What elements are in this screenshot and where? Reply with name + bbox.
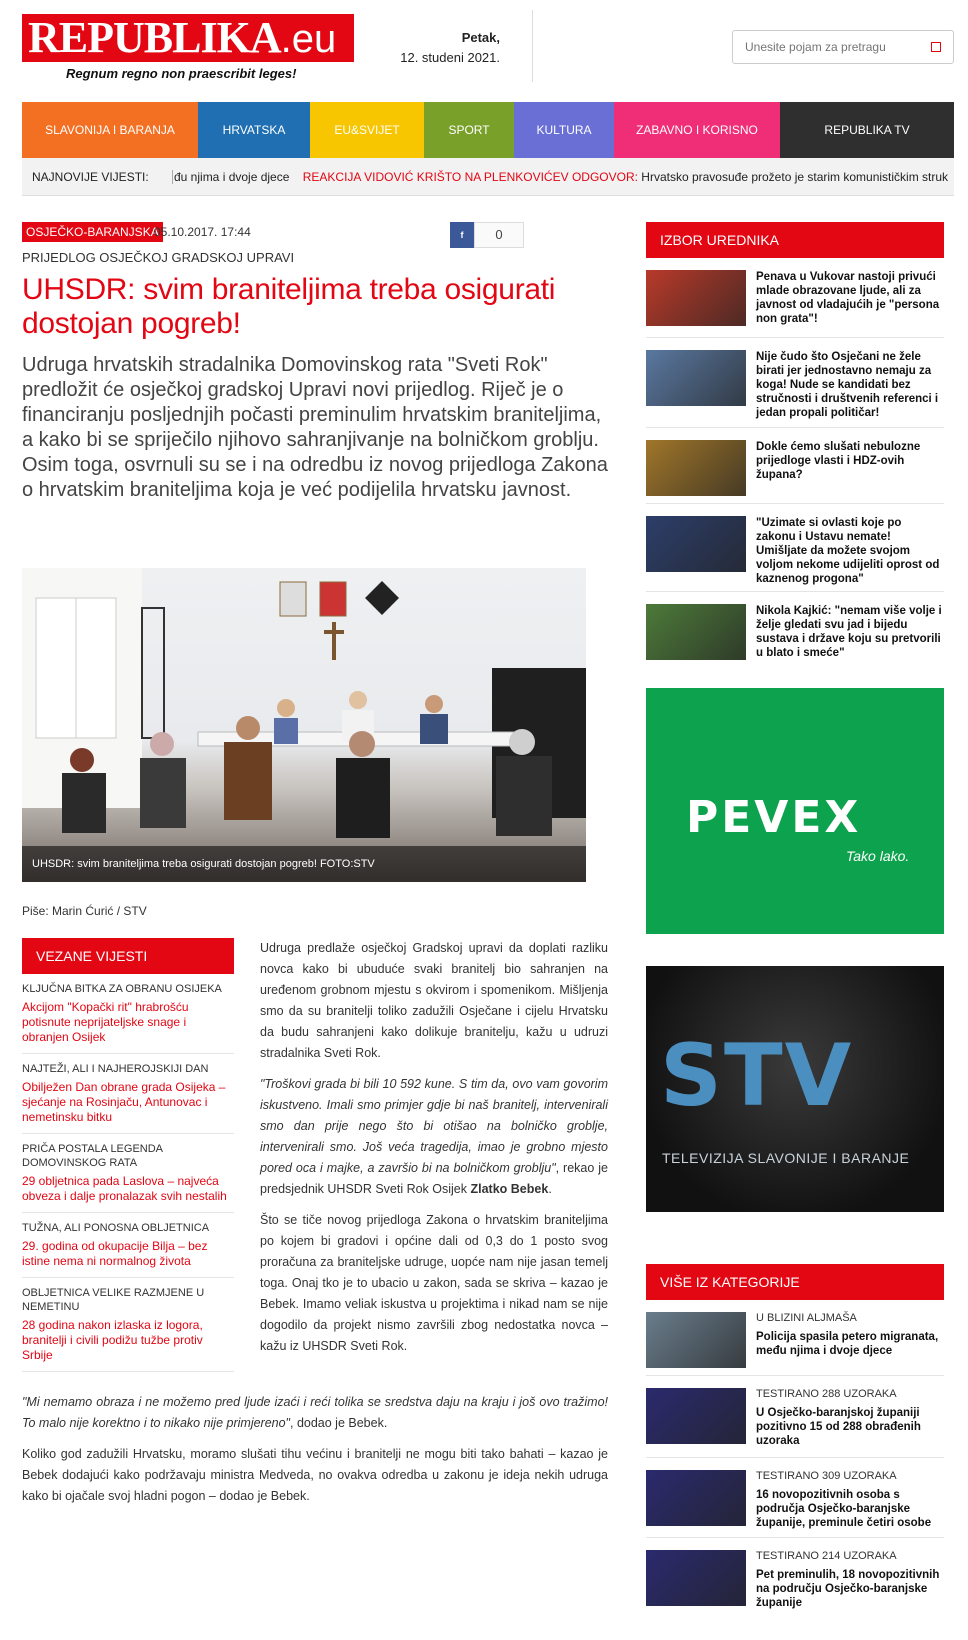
- related-item[interactable]: [22, 1213, 234, 1278]
- category-item-title[interactable]: Pet preminulih, 18 novopozitivnih na području Osječko-baranjske županije: [756, 1569, 940, 1609]
- quote-attribution: , dodao je Bebek.: [290, 1416, 388, 1430]
- pevex-ad-banner[interactable]: [646, 688, 944, 934]
- ticker-label: NAJNOVIJE VIJESTI:: [32, 170, 149, 184]
- category-item-thumbnail[interactable]: [646, 1550, 746, 1606]
- search-box: [732, 30, 954, 64]
- article-meta: [22, 222, 610, 244]
- more-from-category-heading: VIŠE IZ KATEGORIJE: [646, 1264, 944, 1300]
- editor-item-title[interactable]: Nije čudo što Osječani ne žele birati jer jednostavno nemaju za koga! Nude se kandidati bez stručnosti i društvenih referenci i jedan propali političar!: [756, 351, 939, 419]
- category-item[interactable]: [646, 1550, 944, 1609]
- quote-attribution: , rekao je predsjednik UHSDR Sveti Rok Osijek: [260, 1161, 608, 1196]
- main-nav: [22, 102, 954, 158]
- photo-caption: UHSDR: svim braniteljima treba osigurati dostojan pogreb! FOTO:STV: [22, 846, 586, 882]
- category-item-thumbnail[interactable]: [646, 1470, 746, 1526]
- news-ticker: [22, 158, 954, 196]
- category-item-title[interactable]: U Osječko-baranjskoj županiji pozitivno 15 od 288 obrađenih uzoraka: [756, 1407, 921, 1447]
- search-input[interactable]: [733, 31, 913, 63]
- related-kicker: OBLJETNICA VELIKE RAZMJENE U NEMETINU: [22, 1287, 205, 1313]
- editor-item-thumbnail[interactable]: [646, 350, 746, 406]
- paragraph: Udruga predlaže osječkoj Gradskoj upravi da doplati razliku novca kako bi ubuduće svaki branitelj bio sahranjen na uređenom grobnom mjestu s okvirom i spomenikom. Mišljenja smo da su branitelji toliko zadužili Osječane i cijelu Hrvatsku da budu sahranjeni kako dolikuje branitelju, kažu u udruzi stradalnika Sveti Rok.: [260, 941, 608, 1060]
- editor-item-title[interactable]: Dokle ćemo slušati nebulozne prijedloge vlasti i HDZ-ovih župana?: [756, 441, 921, 481]
- category-item-kicker: U BLIZINI ALJMAŠA: [756, 1312, 857, 1324]
- article-body-continued: [22, 1392, 608, 1517]
- editor-item-thumbnail[interactable]: [646, 270, 746, 326]
- header-divider: [532, 10, 533, 82]
- related-kicker: TUŽNA, ALI PONOSNA OBLJETNICA: [22, 1222, 210, 1234]
- quote-text: "Mi nemamo obraza i ne možemo pred ljude izaći i reći tolika se sredstva daju na kraju i još ovo tražimo! To malo nije korektno i to nikako nije primjereno": [22, 1395, 608, 1430]
- editor-item-thumbnail[interactable]: [646, 604, 746, 660]
- sidebar: [646, 222, 944, 1609]
- facebook-share-icon[interactable]: f: [450, 222, 474, 248]
- quoted-person: Zlatko Bebek: [470, 1182, 549, 1196]
- ticker-text[interactable]: [174, 158, 948, 196]
- related-item[interactable]: [22, 974, 234, 1054]
- related-title[interactable]: Akcijom "Kopački rit" hrabrošću potisnute neprijateljske snage i obranjen Osijek: [22, 1000, 189, 1044]
- category-item-kicker: TESTIRANO 288 UZORAKA: [756, 1388, 897, 1400]
- ad-slogan: Tako lako.: [846, 848, 910, 864]
- related-title[interactable]: 29. godina od okupacije Bilja – bez istine nema ni normalnog života: [22, 1239, 208, 1268]
- paragraph: Koliko god zadužili Hrvatsku, moramo slušati tihu većinu i branitelji ne mogu biti tako bahati – kazao je Bebek dodajući kako podržavaju ministra Medveda, no ovakva odredba u zakonu je ideja nekih udruga kako bi ojačale svoj hladni pogon – dodao je Bebek.: [22, 1447, 608, 1503]
- article: [22, 222, 610, 503]
- logo-text: REPUBLIKA: [28, 13, 281, 62]
- editor-item[interactable]: [646, 440, 944, 504]
- related-item[interactable]: [22, 1278, 234, 1372]
- editor-item[interactable]: [646, 516, 944, 592]
- share-count: 0: [474, 222, 524, 248]
- editor-item[interactable]: [646, 350, 944, 428]
- nav-item-kultura[interactable]: KULTURA: [514, 102, 614, 158]
- article-lead: Udruga hrvatskih stradalnika Domovinskog rata "Sveti Rok" predložit će osječkoj gradskoj Upravi novi prijedlog. Riječ je o financiranju posljednjih počasti preminulim hrvatskim braniteljima, a kako bi se spriječilo njihovo sahranjivanje na bolničkom groblju. Osim toga, osvrnuli su se i na odredbu iz novog prijedloga Zakona o hrvatskim braniteljima koja je već podijelila hrvatsku javnost.: [22, 354, 608, 501]
- paragraph-quote: [260, 1074, 608, 1200]
- category-badge[interactable]: OSJEČKO-BARANJSKA: [22, 222, 163, 242]
- nav-item-eu-svijet[interactable]: EU&SVIJET: [310, 102, 424, 158]
- related-title[interactable]: Obilježen Dan obrane grada Osijeka – sjećanje na Rosinjaču, Antunovac i nemetinsku bitku: [22, 1080, 226, 1124]
- category-item-title[interactable]: Policija spasila petero migranata, među njima i dvoje djece: [756, 1331, 939, 1357]
- nav-item-hrvatska[interactable]: HRVATSKA: [198, 102, 310, 158]
- editor-choice-heading: IZBOR UREDNIKA: [646, 222, 944, 258]
- editor-item-title[interactable]: Penava u Vukovar nastoji privući mlade obrazovane ljude, ali za javnost od vladajućih je "persona non grata"!: [756, 271, 940, 325]
- quote-text: "Troškovi grada bi bili 10 592 kune. S tim da, ovo vam govorim iskustveno. Imali smo primjer gdje bi naš branitelj, intervenirali smo dan prije nego što bi otišao na bolničko groblje, intervenirali smo. Još veća tragedija, imao je grobno mjesto pored oca i majke, a završio bi na bolničkom groblju": [260, 1077, 608, 1175]
- category-item-thumbnail[interactable]: [646, 1312, 746, 1368]
- current-day: Petak,: [461, 30, 500, 45]
- related-title[interactable]: 29 obljetnica pada Laslova – najveća obveza i dalje pronalazak svih nestalih: [22, 1174, 227, 1203]
- stv-ad-banner[interactable]: [646, 966, 944, 1212]
- related-item[interactable]: [22, 1054, 234, 1134]
- category-item-thumbnail[interactable]: [646, 1388, 746, 1444]
- editor-item-thumbnail[interactable]: [646, 440, 746, 496]
- editor-item[interactable]: [646, 604, 944, 666]
- ticker-item-text[interactable]: Hrvatsko pravosuđe prožeto je starim komunističkim struk: [637, 170, 949, 184]
- ad-brand: STV: [660, 1026, 854, 1126]
- ad-subtitle: TELEVIZIJA SLAVONIJE I BARANJE: [662, 1150, 910, 1166]
- nav-item-republika-tv[interactable]: REPUBLIKA TV: [780, 102, 954, 158]
- paragraph: Što se tiče novog prijedloga Zakona o hrvatskim braniteljima po kojem bi gradovi i općine dali od 0,3 do 1 posto svog proračuna za braniteljske udruge, uopće nam nije jasan temelj toga. Onaj tko je to ubacio u zakon, sada se skriva – kazao je Bebek. Imamo veliak iskustva u projektima i nikad nam se nije dogodilo da projekt nismo završili zbog nedostatka novca – kažu iz UHSDR Sveti Rok.: [260, 1213, 608, 1353]
- editor-item[interactable]: [646, 270, 944, 338]
- editor-item-thumbnail[interactable]: [646, 516, 746, 572]
- related-title[interactable]: 28 godina nakon izlaska iz logora, branitelji i civili podižu tužbe protiv Srbije: [22, 1318, 203, 1362]
- editor-item-title[interactable]: "Uzimate si ovlasti koje po zakonu i Ustavu nemate! Umišljate da možete svojom voljom nekome udijeliti oprost od kaznenog progona": [756, 517, 940, 585]
- nav-item-sport[interactable]: SPORT: [424, 102, 514, 158]
- ticker-divider: [172, 170, 173, 184]
- ticker-item-title[interactable]: REAKCIJA VIDOVIĆ KRIŠTO NA PLENKOVIĆEV ODGOVOR:: [302, 170, 638, 184]
- related-kicker: PRIČA POSTALA LEGENDA DOMOVINSKOG RATA: [22, 1143, 163, 1169]
- category-item-kicker: TESTIRANO 214 UZORAKA: [756, 1550, 897, 1562]
- site-logo[interactable]: [22, 14, 354, 62]
- editor-item-title[interactable]: Nikola Kajkić: "nemam više volje i želje gledati svu jad i bijedu sustava i države koju su pretvorili u blato i smeće": [756, 605, 942, 659]
- quote-end: .: [548, 1182, 552, 1196]
- article-photo[interactable]: [22, 568, 586, 882]
- related-kicker: NAJTEŽI, ALI I NAJHEROJSKIJI DAN: [22, 1063, 209, 1075]
- logo-tld: .eu: [280, 17, 337, 61]
- ticker-item[interactable]: đu njima i dvoje djece: [174, 170, 290, 184]
- category-item[interactable]: [646, 1388, 944, 1458]
- article-kicker: PRIJEDLOG OSJEČKOJ GRADSKOJ UPRAVI: [22, 250, 295, 265]
- current-date-text: 12. studeni 2021.: [400, 50, 500, 65]
- related-kicker: KLJUČNA BITKA ZA OBRANU OSIJEKA: [22, 983, 222, 995]
- nav-item-slavonija[interactable]: SLAVONIJA I BARANJA: [22, 102, 198, 158]
- category-item[interactable]: [646, 1470, 944, 1538]
- current-date: [380, 28, 500, 68]
- category-item-title[interactable]: 16 novopozitivnih osoba s područja Osječko-baranjske županije, preminule četiri osobe: [756, 1489, 932, 1529]
- meeting-room-illustration: [22, 568, 586, 882]
- article-title: UHSDR: svim braniteljima treba osigurati dostojan pogreb!: [22, 273, 556, 340]
- site-tagline: Regnum regno non praescribit leges!: [66, 66, 297, 81]
- related-heading: VEZANE VIJESTI: [22, 938, 234, 974]
- category-item-kicker: TESTIRANO 309 UZORAKA: [756, 1470, 897, 1482]
- article-author: Piše: Marin Ćurić / STV: [22, 904, 147, 918]
- article-body: [260, 938, 608, 1367]
- search-icon[interactable]: [931, 42, 941, 52]
- related-item[interactable]: [22, 1134, 234, 1213]
- ad-brand: PEVEX: [686, 792, 862, 843]
- paragraph-quote: [22, 1392, 608, 1434]
- category-item[interactable]: [646, 1312, 944, 1376]
- article-datetime: 05.10.2017. 17:44: [154, 225, 251, 239]
- nav-item-zabavno[interactable]: ZABAVNO I KORISNO: [614, 102, 780, 158]
- related-news: [22, 938, 234, 1372]
